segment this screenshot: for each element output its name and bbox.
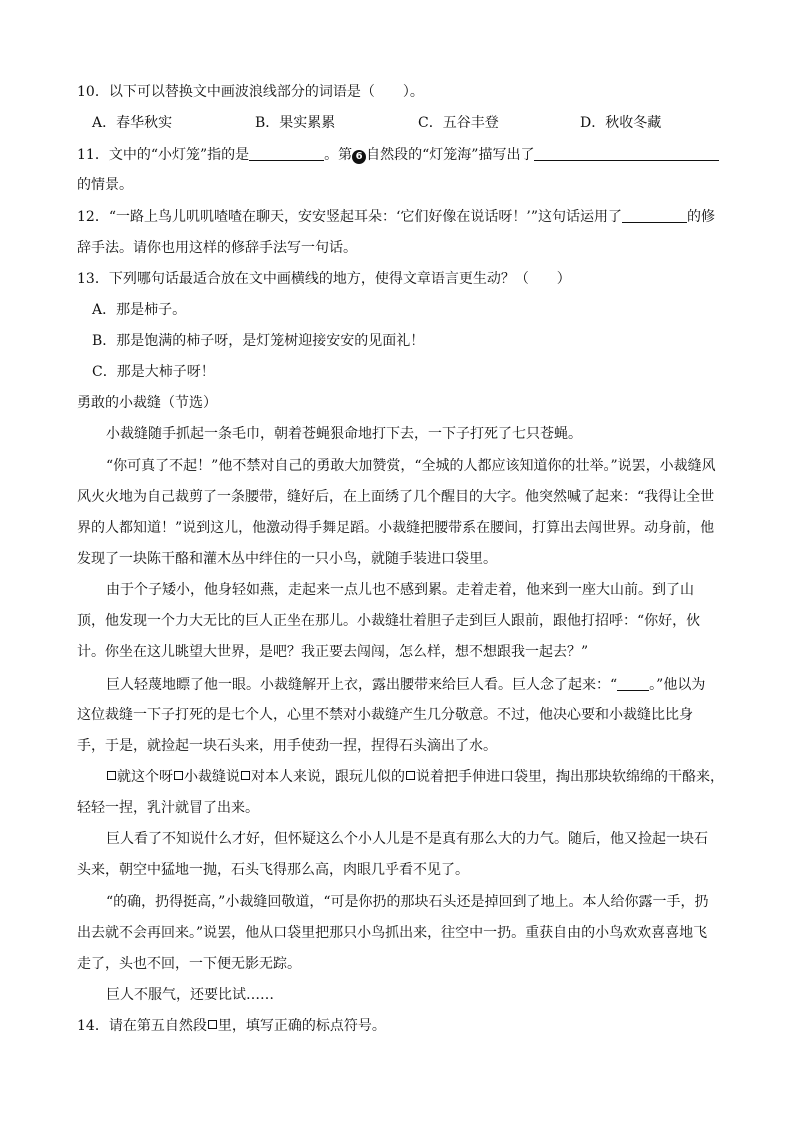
q12-answer-blank[interactable] <box>622 208 687 223</box>
q11-text-3: 自然段的“灯笼海”描写出了 <box>366 147 535 163</box>
passage-p5-line2: 轻轻一捏，乳汁就冒了出来。 <box>77 800 259 816</box>
q14-text-1: 14．请在第五自然段 <box>77 1018 207 1034</box>
passage-p2-line1: “你可真了不起！”他不禁对自己的勇敢大加赞赏，“全城的人都应该知道你的壮举。”说罢，小裁缝风 <box>106 458 716 474</box>
passage-paragraph-1: 小裁缝随手抓起一条毛巾，朝着苍蝇狠命地打下去，一下子打死了七只苍蝇。 <box>106 426 582 442</box>
punctuation-box-1[interactable] <box>107 771 116 780</box>
question-13-stem: 13．下列哪句话最适合放在文中画横线的地方，使得文章语言更生动？（ ） <box>77 271 571 287</box>
punctuation-box-icon <box>208 1020 217 1029</box>
passage-title: 勇敢的小裁缝（节选） <box>77 395 217 411</box>
passage-p5-line1 <box>106 769 724 787</box>
question-11-line2: 的情景。 <box>77 177 133 193</box>
p5-text-4: 说着把手伸进口袋里，掏出那块软绵绵的干酪来， <box>416 769 724 785</box>
passage-p3-line1: 由于个子矮小，他身轻如燕，走起来一点儿也不感到累。走着走着，他来到一座大山前。到了山 <box>106 582 694 598</box>
passage-p6-line1: 巨人看了不知说什么才好，但怀疑这么个小人儿是不是真有那么大的力气。随后，他又捡起一块石 <box>106 831 708 847</box>
q12-text-2: 的修 <box>687 209 716 225</box>
passage-paragraph-8: 巨人不服气，还要比试…… <box>106 987 274 1003</box>
question-12-line1 <box>77 208 715 227</box>
passage-p7-line1: “的确，扔得挺高，”小裁缝回敬道，“可是你扔的那块石头还是掉回到了地上。本人给你露一手，扔 <box>106 894 709 910</box>
q10-option-b: B．果实累累 <box>255 115 336 131</box>
passage-p6-line2: 头来，朝空中猛地一抛，石头飞得那么高，肉眼几乎看不见了。 <box>77 862 469 878</box>
p4-text-1: 巨人轻蔑地瞟了他一眼。小裁缝解开上衣，露出腰带来给巨人看。巨人念了起来：“ <box>106 677 618 693</box>
q13-option-c: C．那是大柿子呀！ <box>92 364 215 380</box>
circled-number-6: 6 <box>352 150 366 164</box>
q14-text-2: 里，填写正确的标点符号。 <box>217 1018 386 1034</box>
q11-text-1: 11．文中的“小灯笼”指的是 <box>77 147 250 163</box>
passage-p4-line2: 这位裁缝一下子打死的是七个人，心里不禁对小裁缝产生几分敬意。不过，他决心要和小裁缝比比身 <box>77 707 693 723</box>
p4-answer-blank[interactable] <box>617 676 649 691</box>
q10-option-a: A．春华秋实 <box>92 115 173 131</box>
q11-answer-blank-2[interactable] <box>534 146 719 161</box>
question-10-stem: 10．以下可以替换文中画波浪线部分的词语是（ ）。 <box>77 84 424 100</box>
p5-text-2: 小裁缝说 <box>184 769 240 785</box>
passage-p2-line4: 发现了一块陈干酪和灌木丛中绊住的一只小鸟，就随手装进口袋里。 <box>77 551 497 567</box>
passage-p3-line3: 计。你坐在这儿眺望大世界，是吧？我正要去闯闯，怎么样，想不想跟我一起去？” <box>77 644 589 660</box>
q12-text-1: 12．“一路上鸟儿叽叽喳喳在聊天，安安竖起耳朵：‘它们好像在说话呀！’”这句话运用了 <box>77 209 623 225</box>
q10-option-d: D．秋收冬藏 <box>580 115 662 131</box>
question-11-line1 <box>77 146 719 165</box>
punctuation-box-3[interactable] <box>241 771 250 780</box>
passage-p4-line3: 手，于是，就捡起一块石头来，用手使劲一捏，捏得石头滴出了水。 <box>77 738 497 754</box>
question-14 <box>77 1018 386 1036</box>
q11-text-2: 。第 <box>324 147 353 163</box>
passage-p2-line3: 界的人都知道！”说到这儿，他激动得手舞足蹈。小裁缝把腰带系在腰间，打算出去闯世界。动身前，他 <box>77 520 715 536</box>
passage-p2-line2: 风火火地为自己裁剪了一条腰带，缝好后，在上面绣了几个醒目的大字。他突然喊了起来：“我得让全世 <box>77 489 715 505</box>
question-12-line2: 辞手法。请你也用这样的修辞手法写一句话。 <box>77 240 357 256</box>
passage-p7-line2: 出去就不会再回来。”说罢，他从口袋里把那只小鸟抓出来，往空中一扔。重获自由的小鸟欢欢喜喜地飞 <box>77 925 708 941</box>
punctuation-box-4[interactable] <box>406 771 415 780</box>
p4-text-2: 。”他以为 <box>649 677 706 693</box>
q13-option-b: B．那是饱满的柿子呀，是灯笼树迎接安安的见面礼！ <box>92 333 425 349</box>
q10-option-c: C．五谷丰登 <box>418 115 499 131</box>
passage-p4-line1 <box>106 676 705 695</box>
punctuation-box-2[interactable] <box>174 771 183 780</box>
q13-option-a: A．那是柿子。 <box>92 302 187 318</box>
passage-p7-line3: 走了，头也不回，一下便无影无踪。 <box>77 956 301 972</box>
p5-text-1: 就这个呀 <box>117 769 173 785</box>
q11-answer-blank-1[interactable] <box>249 146 324 161</box>
p5-text-3: 对本人来说，跟玩儿似的 <box>251 769 405 785</box>
passage-p3-line2: 顶，他发现一个力大无比的巨人正坐在那儿。小裁缝壮着胆子走到巨人跟前，跟他打招呼：“你好，伙 <box>77 613 701 629</box>
